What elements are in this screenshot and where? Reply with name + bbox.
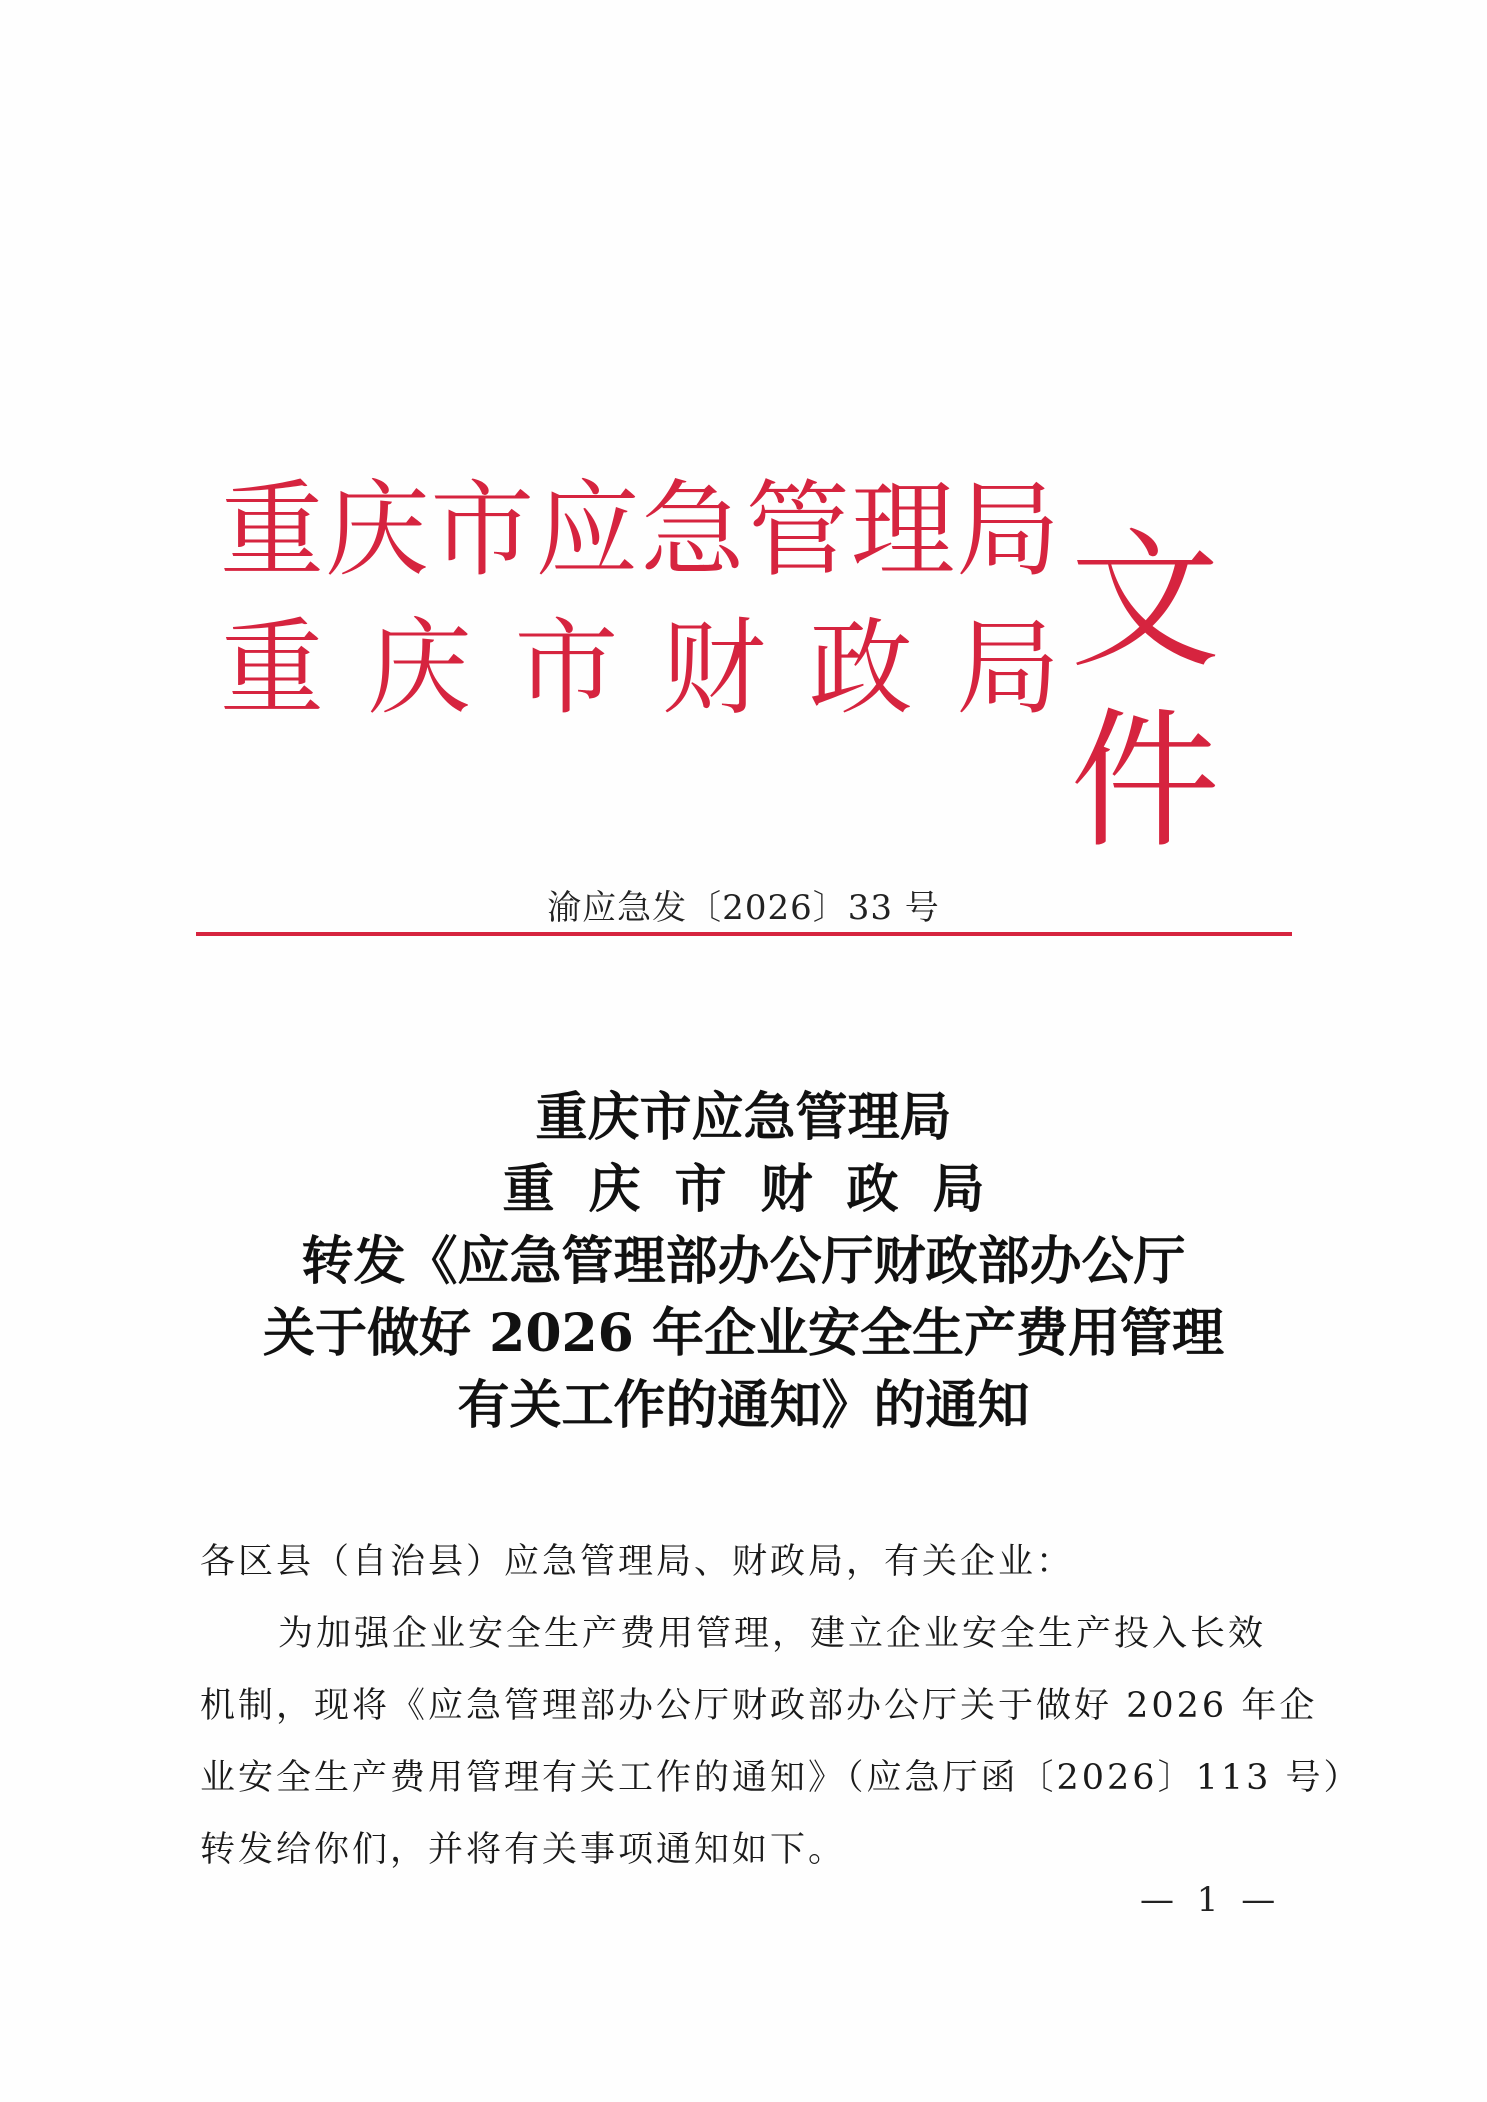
masthead-char: 局 <box>955 607 1060 729</box>
masthead-char: 理 <box>850 469 955 591</box>
masthead-char: 重 <box>220 469 325 591</box>
masthead-char: 政 <box>808 607 913 729</box>
masthead-char: 局 <box>955 469 1060 591</box>
masthead-char: 庆 <box>325 469 430 591</box>
paragraph-line-3: 业安全生产费用管理有关工作的通知》（应急厅函〔2026〕113 号） <box>200 1758 1362 1798</box>
title-line-1: 重庆市应急管理局 <box>535 1087 952 1148</box>
masthead-char: 急 <box>640 469 745 591</box>
body-paragraph <box>200 1598 1362 1886</box>
title-line-4: 关于做好 2026 年企业安全生产费用管理 <box>263 1303 1224 1364</box>
masthead-char: 市 <box>514 607 619 729</box>
masthead-line-2 <box>220 608 1060 728</box>
masthead-char: 重 <box>220 607 325 729</box>
paragraph-line-2: 机制，现将《应急管理部办公厅财政部办公厅关于做好 2026 年企 <box>200 1686 1318 1726</box>
paragraph-line-1: 为加强企业安全生产费用管理，建立企业安全生产投入长效 <box>278 1614 1267 1654</box>
masthead-suffix: 文件 <box>1070 515 1223 869</box>
document-number: 渝应急发〔2026〕33 号 <box>547 888 940 928</box>
masthead-line-1 <box>220 470 1060 590</box>
page-number: — 1 — <box>1140 1880 1282 1920</box>
masthead-char: 应 <box>535 469 640 591</box>
red-divider-line <box>196 932 1292 936</box>
title-line-5: 有关工作的通知》的通知 <box>457 1375 1030 1436</box>
paragraph-line-4: 转发给你们，并将有关事项通知如下。 <box>200 1830 847 1870</box>
title-line-3: 转发《应急管理部办公厅财政部办公厅 <box>301 1231 1186 1292</box>
masthead-char: 管 <box>745 469 850 591</box>
salutation: 各区县（自治县）应急管理局、财政局，有关企业： <box>200 1542 1075 1582</box>
masthead-char: 庆 <box>367 607 472 729</box>
red-masthead <box>220 469 1300 869</box>
document-title <box>0 1082 1487 1442</box>
title-line-2: 重庆市财政局 <box>502 1159 1019 1220</box>
masthead-char: 市 <box>430 469 535 591</box>
masthead-char: 财 <box>661 607 766 729</box>
